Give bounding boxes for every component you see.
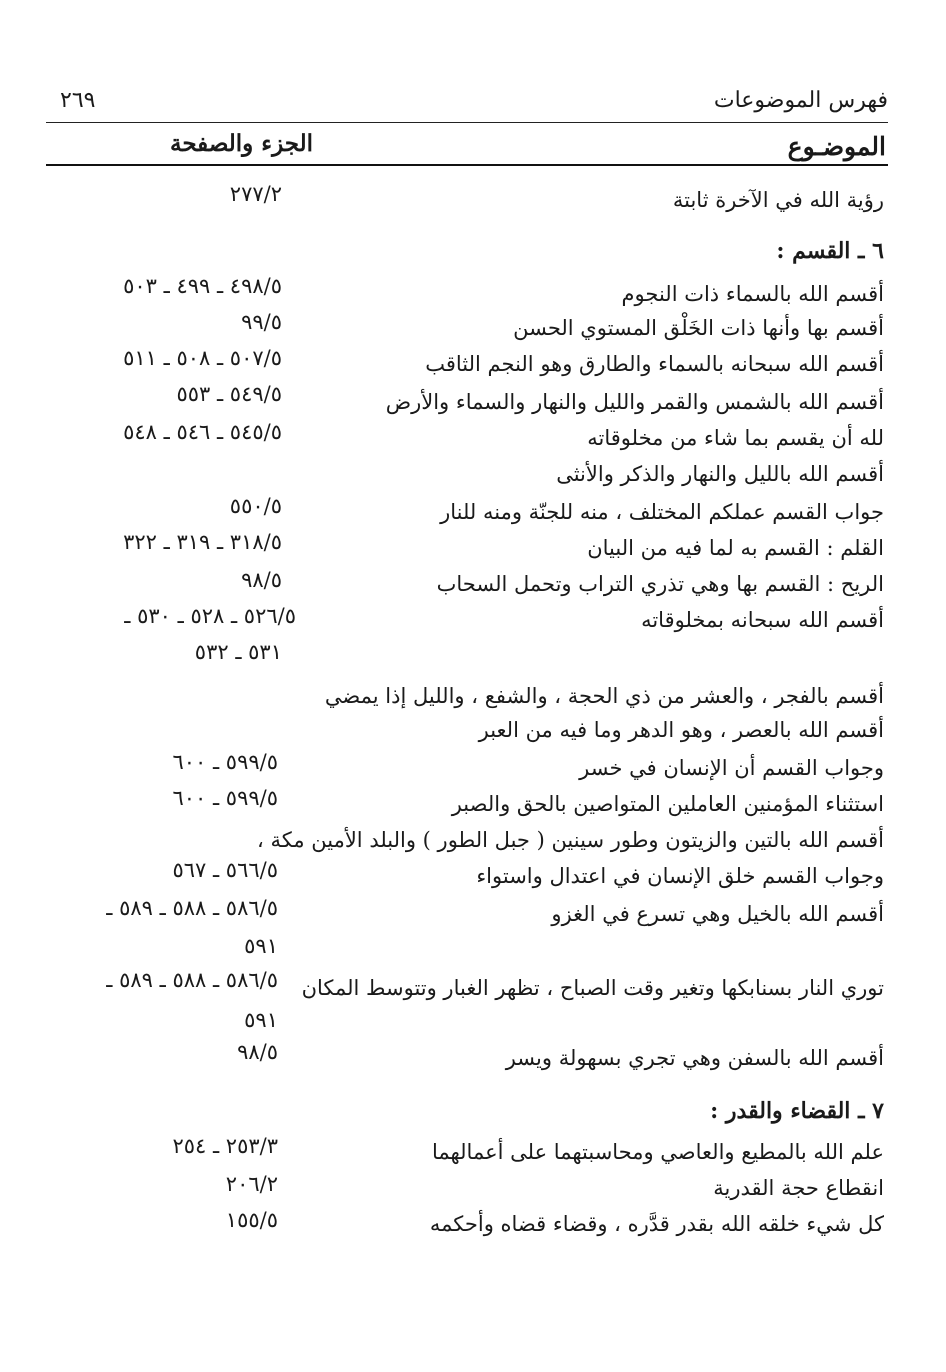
entry-ref: ٩٩/٥ [241, 310, 282, 334]
entry-topic: أقسم الله سبحانه بمخلوقاته [641, 608, 884, 632]
entry-topic: أقسم الله بالتين والزيتون وطور سينين ( جبل الطور ) والبلد الأمين مكة ، [257, 828, 884, 852]
section-heading-oath [46, 238, 888, 272]
index-entry [46, 1172, 888, 1210]
entry-topic: توري النار بسنابكها وتغير وقت الصباح ، تظهر الغبار وتتوسط المكان [301, 976, 884, 1000]
entry-ref: ٥٠٧/٥ ـ ٥٠٨ ـ ٥١١ [123, 346, 282, 370]
entry-topic: الريح : القسم بها وهي تذري التراب وتحمل السحاب [436, 572, 884, 596]
index-entry [46, 494, 888, 534]
entry-topic: علم الله بالمطيع والعاصي ومحاسبتهما على أعمالهما [431, 1140, 884, 1164]
index-entry [46, 568, 888, 606]
entry-topic: وجواب القسم خلق الإنسان في اعتدال واستواء [476, 864, 884, 888]
entry-ref: ٥٦٦/٥ ـ ٥٦٧ [172, 858, 278, 882]
entry-ref: ٥٩٩/٥ ـ ٦٠٠ [172, 786, 278, 810]
index-entry-continuation [46, 640, 888, 674]
entry-ref: ٥٥٠/٥ [229, 494, 282, 518]
index-entry [46, 604, 888, 642]
entry-ref: ٥٢٦/٥ ـ ٥٢٨ ـ ٥٣٠ ـ [124, 604, 296, 628]
index-entry [46, 382, 888, 424]
entry-ref: ٥٤٥/٥ ـ ٥٤٦ ـ ٥٤٨ [123, 420, 282, 444]
entry-ref: ٥٨٦/٥ ـ ٥٨٨ ـ ٥٨٩ ـ [106, 896, 278, 920]
entry-topic: القلم : القسم به لما فيه من البيان [587, 536, 884, 560]
index-entry-continuation [46, 1008, 888, 1042]
entry-topic: وجواب القسم أن الإنسان في خسر [579, 756, 884, 780]
entry-topic: أقسم الله بالسماء ذات النجوم [621, 282, 884, 306]
index-entry [46, 1040, 888, 1080]
page-number: ٢٦٩ [60, 88, 96, 113]
index-entry [46, 896, 888, 936]
topic-column-heading: الموضـوع [787, 132, 886, 161]
entry-topic: أقسم الله بالخيل وهي تسرع في الغزو [551, 902, 884, 926]
section-title: ٧ ـ القضاء والقدر : [710, 1098, 884, 1124]
index-entry [46, 420, 888, 460]
index-entry [46, 1134, 888, 1174]
entry-ref: ١٥٥/٥ [225, 1208, 278, 1232]
entry-ref: ٣١٨/٥ ـ ٣١٩ ـ ٣٢٢ [123, 530, 282, 554]
entry-topic: رؤية الله في الآخرة ثابتة [672, 188, 884, 212]
entry-topic: جواب القسم عملكم المختلف ، منه للجنّة ومنه للنار [440, 500, 884, 524]
index-entry [46, 346, 888, 386]
header-rule [46, 122, 888, 123]
entry-ref: ٥٩٩/٥ ـ ٦٠٠ [172, 750, 278, 774]
index-entry [46, 530, 888, 570]
entry-topic: استثناء المؤمنين العاملين المتواصين بالحق والصبر [451, 792, 884, 816]
index-entry [46, 718, 888, 752]
column-headings [46, 128, 888, 164]
index-entry [46, 828, 888, 862]
section-title: ٦ ـ القسم : [776, 238, 884, 264]
entry-topic: أقسم الله بالليل والنهار والذكر والأنثى [556, 462, 884, 486]
entry-ref: ٥٨٦/٥ ـ ٥٨٨ ـ ٥٨٩ ـ [106, 968, 278, 992]
entry-topic: أقسم الله سبحانه بالسماء والطارق وهو النجم الثاقب [425, 352, 884, 376]
index-entry [46, 786, 888, 826]
entry-ref: ٥٩١ [244, 934, 278, 958]
entry-ref: ٥٩١ [244, 1008, 278, 1032]
entry-ref: ٥٤٩/٥ ـ ٥٥٣ [176, 382, 282, 406]
index-entry [46, 858, 888, 898]
section-heading-decree [46, 1098, 888, 1132]
running-header-title: فهرس الموضوعات [713, 88, 888, 113]
volume-page-column-heading: الجزء والصفحة [170, 130, 314, 157]
index-entry-continuation [46, 934, 888, 968]
index-entry [46, 684, 888, 718]
index-entry [46, 1208, 888, 1246]
entry-topic: أقسم الله بالسفن وهي تجري بسهولة ويسر [505, 1046, 884, 1070]
entry-ref: ٤٩٨/٥ ـ ٤٩٩ ـ ٥٠٣ [123, 274, 282, 298]
entry-topic: أقسم الله بالشمس والقمر والليل والنهار والسماء والأرض [385, 390, 884, 414]
entry-ref: ٢٥٣/٣ ـ ٢٥٤ [172, 1134, 278, 1158]
index-entry [46, 182, 888, 222]
entry-ref: ٥٣١ ـ ٥٣٢ [194, 640, 282, 664]
entry-topic: لله أن يقسم بما شاء من مخلوقاته [587, 426, 884, 450]
index-entry [46, 310, 888, 350]
running-header [60, 88, 888, 118]
entry-ref: ٩٨/٥ [241, 568, 282, 592]
entry-ref: ٢٠٦/٢ [225, 1172, 278, 1196]
index-entry [46, 462, 888, 496]
index-entry [46, 968, 888, 1010]
entry-ref: ٢٧٧/٢ [229, 182, 282, 206]
entry-topic: انقطاع حجة القدرية [713, 1176, 884, 1200]
column-heading-rule [46, 164, 888, 166]
entry-topic: أقسم بها وأنها ذات الخَلْق المستوي الحسن [513, 316, 884, 340]
index-entry [46, 750, 888, 790]
entry-ref: ٩٨/٥ [237, 1040, 278, 1064]
entry-topic: كل شيء خلقه الله بقدر قدَّره ، وقضاء قضاه وأحكمه [429, 1212, 884, 1236]
entry-topic: أقسم الله بالعصر ، وهو الدهر وما فيه من العبر [478, 718, 884, 742]
entry-topic: أقسم بالفجر ، والعشر من ذي الحجة ، والشفع ، والليل إذا يمضي [324, 684, 884, 708]
